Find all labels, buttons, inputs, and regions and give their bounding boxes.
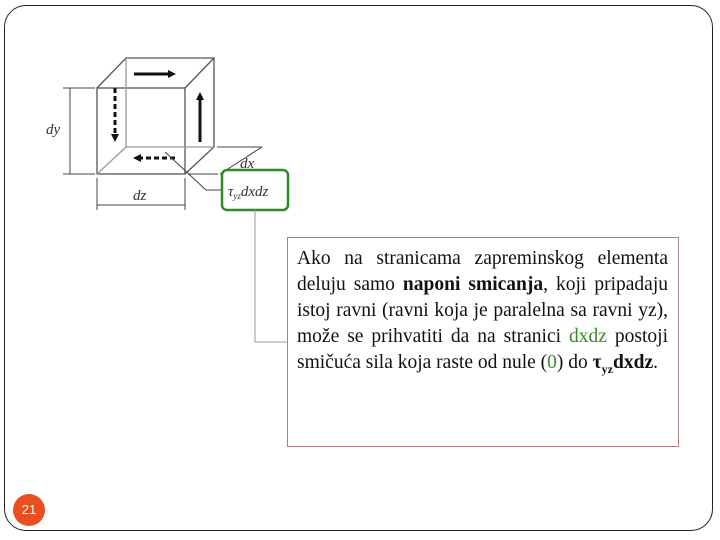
tau-label: $\tau_{yz}dxdz$ xyxy=(228,184,269,201)
explanation-callout xyxy=(287,237,679,447)
dy-label: dy xyxy=(46,122,61,138)
tau-symbol: τ xyxy=(592,352,602,373)
slide-number: 21 xyxy=(13,494,45,526)
text-part-4: ) do xyxy=(556,352,593,373)
bold-term: naponi smicanja xyxy=(402,274,544,295)
face-dxdz: dxdz xyxy=(569,326,607,347)
text-part-2: , koji pripadaju istoj ravni (ravni koja je paralelna sa ravni yz), može se prihvatiti da na stranici xyxy=(297,274,668,347)
dx-label: dx xyxy=(240,156,255,172)
zero-value: 0 xyxy=(547,352,557,373)
text-end: . xyxy=(653,352,658,373)
tau-subscript: yz xyxy=(601,361,613,376)
text-part-3: postoji smičuća sila koja raste od nule ( xyxy=(297,326,669,373)
text-part-1: Ako na stranicama zapreminskog elementa deluju samo xyxy=(297,248,668,295)
tau-rest: dxdz xyxy=(613,352,654,373)
callout-connector xyxy=(255,210,287,342)
dz-label: dz xyxy=(133,188,147,204)
